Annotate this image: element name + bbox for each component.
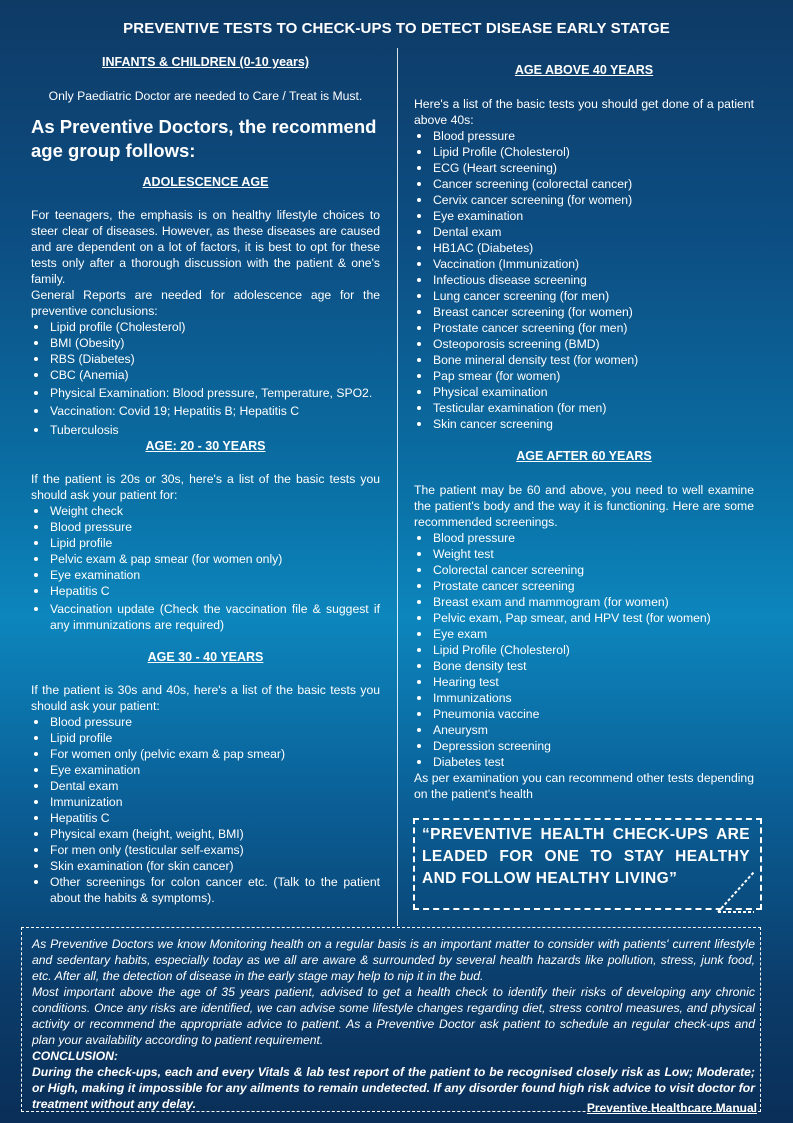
- list-item: Eye examination: [31, 762, 380, 778]
- list-item: Physical exam (height, weight, BMI): [31, 826, 380, 842]
- list-item: For men only (testicular self-exams): [31, 842, 380, 858]
- left-column: [31, 54, 380, 906]
- list-item: Lipid profile: [31, 730, 380, 746]
- list-item: Dental exam: [31, 778, 380, 794]
- summary-paragraph-2: Most important above the age of 35 years patient, advised to get a health check to identify their risks of developing any chronic conditions. Once any risks are identified, we can advise some lifestyle changes regarding diet, stress control measures, and physical activity or recommend the appropriate advice to patient. As a Preventive Doctor ask patient to schedule an regular check-ups and plan your availability according to patient requirement.: [32, 985, 755, 1047]
- age40-list: [414, 128, 754, 432]
- list-item: Pap smear (for women): [414, 368, 754, 384]
- list-item: Breast cancer screening (for women): [414, 304, 754, 320]
- list-item: Immunizations: [414, 690, 754, 706]
- list-item: Blood pressure: [414, 128, 754, 144]
- list-item: ECG (Heart screening): [414, 160, 754, 176]
- list-item: Cervix cancer screening (for women): [414, 192, 754, 208]
- recommend-text: As Preventive Doctors, the recommend age group follows:: [31, 116, 377, 161]
- adolescence-heading: ADOLESCENCE AGE: [142, 175, 269, 189]
- list-item: Infectious disease screening: [414, 272, 754, 288]
- list-item: For women only (pelvic exam & pap smear): [31, 746, 380, 762]
- list-item: Lipid Profile (Cholesterol): [414, 642, 754, 658]
- list-item: Colorectal cancer screening: [414, 562, 754, 578]
- list-item: Vaccination (Immunization): [414, 256, 754, 272]
- list-item: Other screenings for colon cancer etc. (Talk to the patient about the habits & symptoms).: [31, 874, 380, 906]
- list-item: Skin examination (for skin cancer): [31, 858, 380, 874]
- list-item: Cancer screening (colorectal cancer): [414, 176, 754, 192]
- quote-callout: “PREVENTIVE HEALTH CHECK-UPS ARE LEADED FOR ONE TO STAY HEALTHY AND FOLLOW HEALTHY LIVING”: [413, 818, 762, 910]
- page-title: PREVENTIVE TESTS TO CHECK-UPS TO DETECT DISEASE EARLY STATGE: [123, 20, 670, 37]
- age30-list: [31, 714, 380, 906]
- age60-intro: The patient may be 60 and above, you need to well examine the patient's body and the way it is functioning. Here are some recommended screenings.: [414, 483, 754, 529]
- list-item: Prostate cancer screening: [414, 578, 754, 594]
- list-item: Bone mineral density test (for women): [414, 352, 754, 368]
- list-item: Immunization: [31, 794, 380, 810]
- list-item: Tuberculosis: [31, 422, 380, 438]
- list-item: Depression screening: [414, 738, 754, 754]
- list-item: Blood pressure: [31, 519, 380, 535]
- age40-intro: Here's a list of the basic tests you should get done of a patient above 40s:: [414, 97, 754, 127]
- list-item: Hepatitis C: [31, 583, 380, 599]
- list-item: Aneurysm: [414, 722, 754, 738]
- list-item: Eye examination: [31, 567, 380, 583]
- list-item: CBC (Anemia): [31, 367, 380, 383]
- callout-tail-shape: [716, 868, 756, 914]
- adolescence-intro-2: General Reports are needed for adolescence age for the preventive conclusions:: [31, 288, 380, 318]
- list-item: Lung cancer screening (for men): [414, 288, 754, 304]
- list-item: Dental exam: [414, 224, 754, 240]
- list-item: Vaccination update (Check the vaccination file & suggest if any immunizations are required): [31, 601, 380, 633]
- summary-paragraph-1: As Preventive Doctors we know Monitoring health on a regular basis is an important matter to consider with patients' current lifestyle and sedentary habits, especially today as we all are aware & surrounded by several health hazards like pollution, stress, junk food, etc. After all, the detection of disease in the early stage may help to nip it in the bud.: [32, 937, 755, 983]
- list-item: Breast exam and mammogram (for women): [414, 594, 754, 610]
- list-item: Lipid profile: [31, 535, 380, 551]
- list-item: Diabetes test: [414, 754, 754, 770]
- list-item: Hearing test: [414, 674, 754, 690]
- list-item: Lipid Profile (Cholesterol): [414, 144, 754, 160]
- age60-outro: As per examination you can recommend other tests depending on the patient's health: [414, 771, 754, 801]
- age40-heading: AGE ABOVE 40 YEARS: [514, 63, 654, 77]
- list-item: Eye examination: [414, 208, 754, 224]
- list-item: Hepatitis C: [31, 810, 380, 826]
- list-item: Vaccination: Covid 19; Hepatitis B; Hepatitis C: [31, 403, 380, 419]
- age20-list: [31, 503, 380, 633]
- list-item: Prostate cancer screening (for men): [414, 320, 754, 336]
- list-item: Pelvic exam & pap smear (for women only): [31, 551, 380, 567]
- list-item: Pelvic exam, Pap smear, and HPV test (for women): [414, 610, 754, 626]
- list-item: Lipid profile (Cholesterol): [31, 319, 380, 335]
- infants-text: Only Paediatric Doctor are needed to Care / Treat is Must.: [48, 89, 363, 103]
- footer-manual-title: Preventive Healthcare Manual: [586, 1101, 757, 1115]
- list-item: Weight test: [414, 546, 754, 562]
- list-item: Blood pressure: [414, 530, 754, 546]
- right-column: [414, 62, 754, 802]
- conclusion-text: During the check-ups, each and every Vitals & lab test report of the patient to be recognised closely risk as Low; Moderate; or High, making it impossible for any ailments to remain undetected. If any disorder found high risk advice to visit doctor for treatment without any delay.: [32, 1065, 755, 1111]
- list-item: Eye exam: [414, 626, 754, 642]
- infants-heading: INFANTS & CHILDREN (0-10 years): [102, 55, 309, 69]
- list-item: Physical Examination: Blood pressure, Temperature, SPO2.: [31, 385, 380, 401]
- column-divider: [397, 48, 398, 926]
- adolescence-intro: For teenagers, the emphasis is on healthy lifestyle choices to steer clear of diseases. However, as these diseases are caused and are dependent on a lot of factors, it is best to opt for these tests only after a thorough discussion with the patient & one's family.: [31, 208, 380, 286]
- age60-list: [414, 530, 754, 770]
- summary-box: [21, 927, 761, 1112]
- list-item: Bone density test: [414, 658, 754, 674]
- list-item: Testicular examination (for men): [414, 400, 754, 416]
- list-item: Physical examination: [414, 384, 754, 400]
- age60-heading: AGE AFTER 60 YEARS: [516, 449, 652, 463]
- age20-intro: If the patient is 20s or 30s, here's a list of the basic tests you should ask your patient for:: [31, 472, 380, 502]
- list-item: HB1AC (Diabetes): [414, 240, 754, 256]
- list-item: Skin cancer screening: [414, 416, 754, 432]
- list-item: Weight check: [31, 503, 380, 519]
- age30-heading: AGE 30 - 40 YEARS: [147, 650, 264, 664]
- age30-intro: If the patient is 30s and 40s, here's a list of the basic tests you should ask your patient:: [31, 683, 380, 713]
- list-item: Osteoporosis screening (BMD): [414, 336, 754, 352]
- list-item: BMI (Obesity): [31, 335, 380, 351]
- age20-heading: AGE: 20 - 30 YEARS: [145, 439, 266, 453]
- conclusion-label: CONCLUSION:: [32, 1049, 118, 1063]
- list-item: Pneumonia vaccine: [414, 706, 754, 722]
- list-item: RBS (Diabetes): [31, 351, 380, 367]
- list-item: Blood pressure: [31, 714, 380, 730]
- adolescence-list: [31, 319, 380, 438]
